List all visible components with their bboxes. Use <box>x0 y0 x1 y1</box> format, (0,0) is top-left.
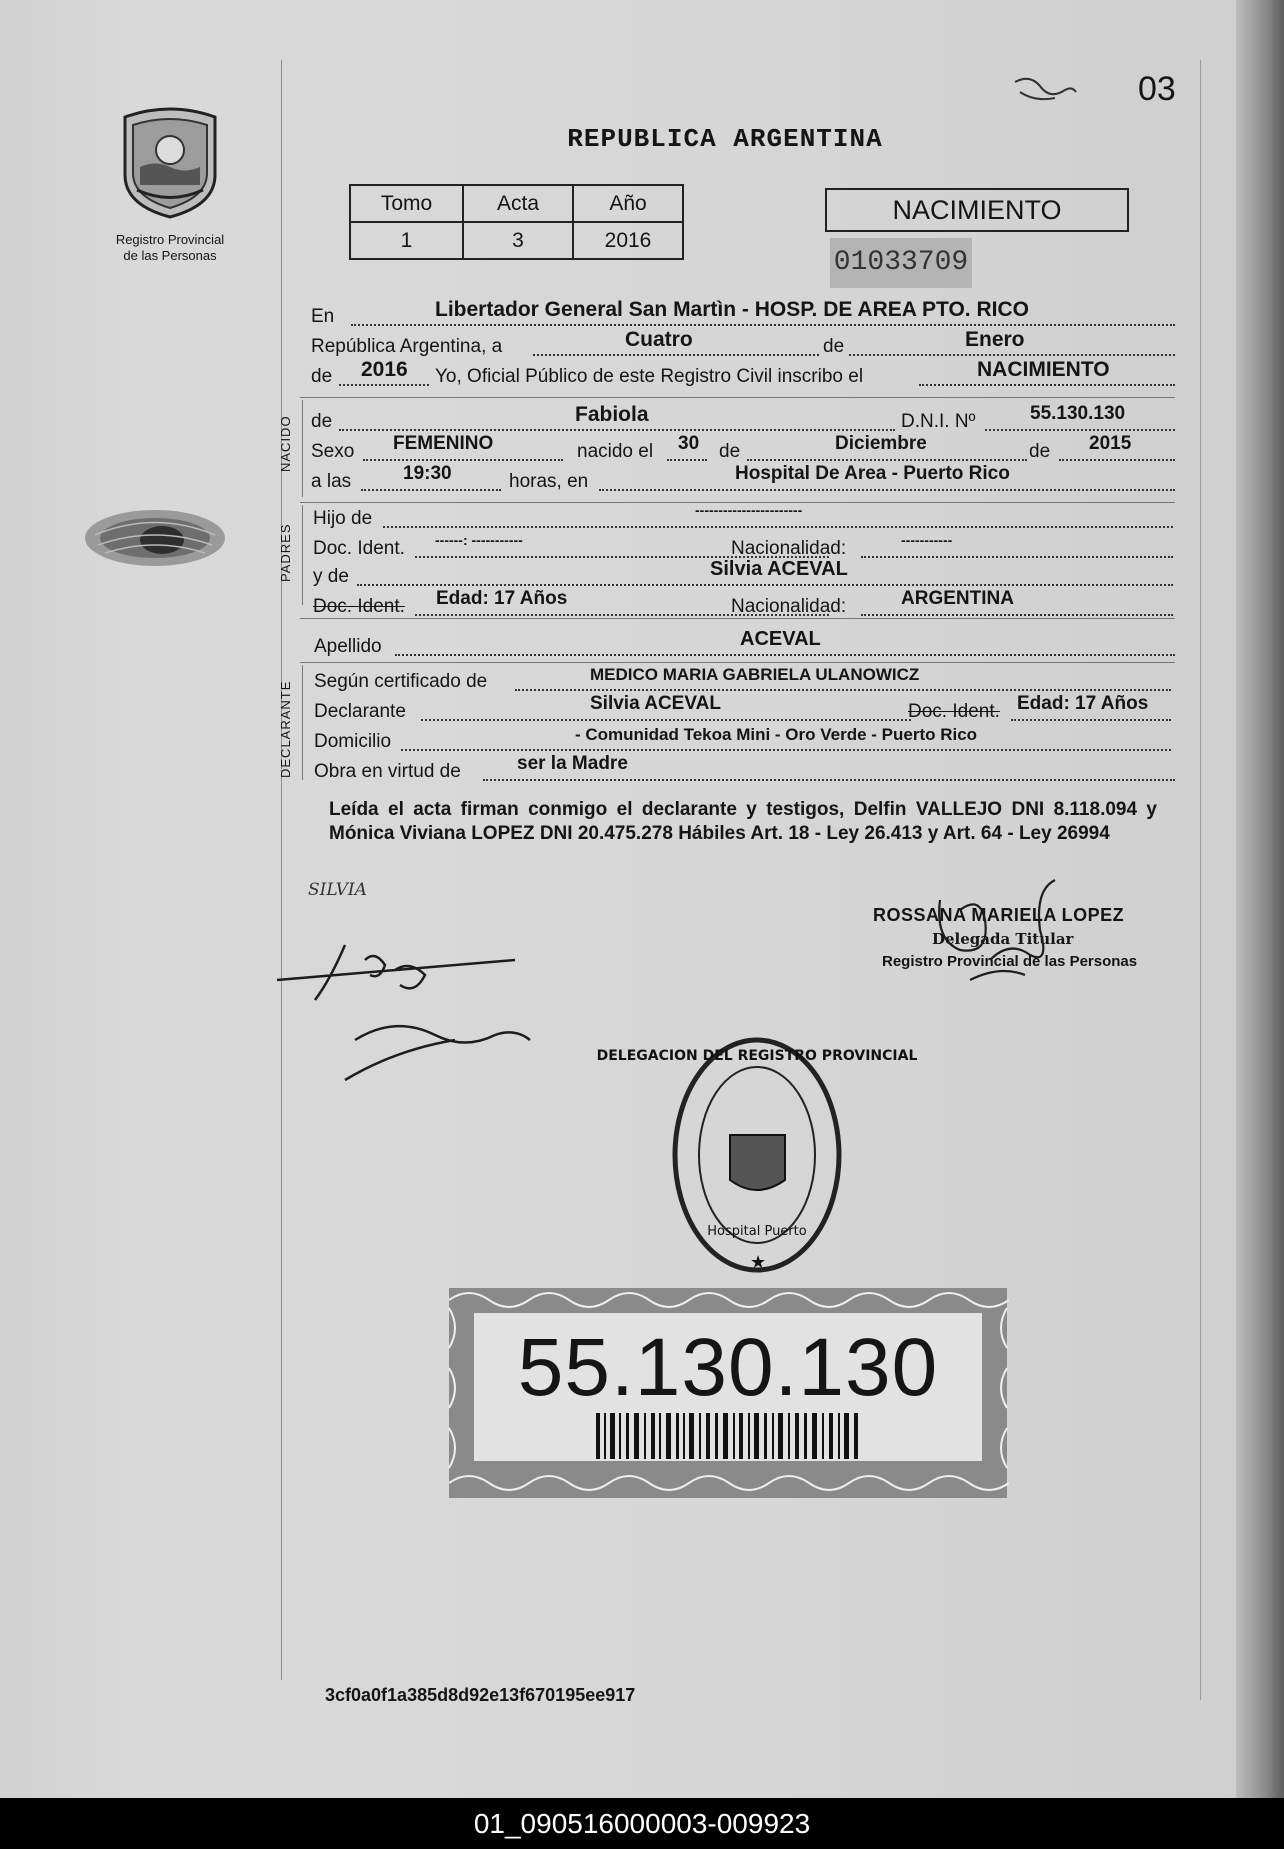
registry-label <box>100 232 240 264</box>
handwritten-name: SILVIA <box>308 880 367 900</box>
acts-row <box>311 755 1175 781</box>
place-row <box>311 300 1175 326</box>
inscription-text: Yo, Oficial Público de este Registro Civil inscribo el <box>435 366 864 387</box>
official-name: ROSSANA MARIELA LOPEZ <box>873 905 1125 925</box>
father-doc-value: ------: ----------- <box>435 532 523 548</box>
declarant-value: Silvia ACEVAL <box>590 693 721 714</box>
country-label: República Argentina, a <box>311 336 503 357</box>
separator <box>300 618 1175 619</box>
name-row <box>311 405 1175 431</box>
official-round-stamp <box>596 1030 918 1280</box>
dni-label: D.N.I. Nº <box>901 411 976 432</box>
section-label-nacido: NACIDO <box>278 415 293 472</box>
official-office: Registro Provincial de las Personas <box>882 953 1138 970</box>
mother-doc-row <box>311 590 1175 616</box>
register-value-acta: 3 <box>463 222 573 259</box>
mother-value: Silvia ACEVAL <box>710 558 848 580</box>
place-label: En <box>311 306 335 327</box>
register-header-anio: Año <box>573 185 683 222</box>
born-month-label: de <box>719 441 741 462</box>
sex-label: Sexo <box>311 441 355 462</box>
thumbprint-image <box>80 505 230 571</box>
name-value: Fabiola <box>575 403 649 426</box>
document-hash: 3cf0a0f1a385d8d92e13f670195ee917 <box>325 1685 636 1705</box>
inscription-row <box>311 360 1175 386</box>
serial-number-stamp: 01033709 <box>830 238 972 288</box>
born-label: nacido el <box>577 441 654 462</box>
official-title: Delegada Titular <box>932 930 1074 948</box>
declarant-signature <box>275 940 540 1090</box>
born-year-label: de <box>1029 441 1051 462</box>
dni-number-large: 55.130.130 <box>517 1322 939 1413</box>
hospital-value: Hospital De Area - Puerto Rico <box>735 463 1010 484</box>
name-label: de <box>311 411 333 432</box>
born-year: 2015 <box>1089 433 1132 454</box>
stamp-text: DELEGACION DEL REGISTRO PROVINCIAL <box>596 1048 918 1064</box>
father-label: Hijo de <box>313 508 373 529</box>
inscription-value: NACIMIENTO <box>977 358 1110 381</box>
mother-nat-label: Nacionalidad: <box>731 596 847 617</box>
surname-row <box>311 630 1175 656</box>
register-header-tomo: Tomo <box>350 185 463 222</box>
section-label-padres: PADRES <box>278 523 293 582</box>
registry-label-line-2: de las Personas <box>123 248 217 263</box>
left-margin-line <box>281 60 282 1680</box>
time-label: a las <box>311 471 352 492</box>
declarant-label: Declarante <box>314 701 406 722</box>
surname-label: Apellido <box>314 636 382 657</box>
father-value: ----------------------- <box>695 502 803 518</box>
mother-label: y de <box>313 566 349 587</box>
registry-seal-logo <box>115 105 225 220</box>
surname-value: ACEVAL <box>740 628 821 650</box>
separator <box>300 662 1175 663</box>
address-row <box>311 725 1175 751</box>
separator <box>300 397 1175 398</box>
month-label: de <box>823 336 845 357</box>
registry-label-line-1: Registro Provincial <box>115 232 225 247</box>
stamp-inner-text: Hospital Puerto <box>707 1224 807 1239</box>
declarant-row <box>311 695 1175 721</box>
sticker-label <box>474 1313 982 1461</box>
dni-barcode-sticker <box>449 1288 1007 1498</box>
closing-statement: Leída el acta firman conmigo el declarante y testigos, Delfin VALLEJO DNI 8.118.094 y Mónica Viviana LOPEZ DNI 20.475.278 Hábiles Art. 18 - Ley 26.413 y Art. 64 - Ley 26994 <box>329 799 1157 844</box>
register-table <box>349 184 684 260</box>
father-row <box>311 502 1175 528</box>
certificate-row <box>311 665 1175 691</box>
mother-doc-value: Edad: 17 Años <box>436 588 568 609</box>
year-value: 2016 <box>361 358 408 381</box>
page-edge-shadow <box>1236 0 1284 1798</box>
initials-scribble <box>1010 72 1080 112</box>
register-header-acta: Acta <box>463 185 573 222</box>
place-value: Libertador General San Martìn - HOSP. DE AREA PTO. RICO <box>435 298 1029 321</box>
barcode-icon <box>596 1413 861 1459</box>
country-title: REPUBLICA ARGENTINA <box>567 124 883 154</box>
section-bracket-declarante <box>302 665 303 780</box>
section-label-declarante: DECLARANTE <box>278 680 293 778</box>
mother-nat-value: ARGENTINA <box>901 588 1014 609</box>
star-icon: ★ <box>750 1252 767 1272</box>
certificate-value: MEDICO MARIA GABRIELA ULANOWICZ <box>590 665 920 684</box>
acts-value: ser la Madre <box>517 753 628 774</box>
dni-value: 55.130.130 <box>1030 403 1126 424</box>
section-bracket-padres <box>302 505 303 605</box>
time-value: 19:30 <box>403 463 452 484</box>
father-nat-value: ----------- <box>901 532 953 548</box>
born-day: 30 <box>678 433 700 454</box>
scan-footer-code: 01_090516000003-009923 <box>0 1798 1284 1849</box>
section-bracket-nacido <box>302 400 303 497</box>
register-value-tomo: 1 <box>350 222 463 259</box>
document-type-box: NACIMIENTO <box>825 188 1129 232</box>
acts-label: Obra en virtud de <box>314 761 461 782</box>
father-doc-row <box>311 532 1175 558</box>
date-row <box>311 330 1175 356</box>
father-nat-label: Nacionalidad: <box>731 538 847 559</box>
right-margin-line <box>1200 60 1201 1700</box>
certificate-label: Según certificado de <box>314 671 488 692</box>
month-value: Enero <box>965 328 1025 351</box>
address-value: - Comunidad Tekoa Mini - Oro Verde - Puerto Rico <box>575 725 978 744</box>
page-number: 03 <box>1138 70 1176 108</box>
register-value-anio: 2016 <box>573 222 683 259</box>
sex-row <box>311 435 1175 461</box>
year-label: de <box>311 366 333 387</box>
mother-row <box>311 560 1175 586</box>
mother-doc-label: Doc. Ident. <box>313 596 405 617</box>
hours-label: horas, en <box>509 471 589 492</box>
declarant-doc-label: Doc. Ident. <box>908 701 1000 722</box>
born-month: Diciembre <box>835 433 927 454</box>
official-signature <box>930 880 1075 990</box>
declarant-doc-value: Edad: 17 Años <box>1017 693 1149 714</box>
father-doc-label: Doc. Ident. <box>313 538 405 559</box>
sex-value: FEMENINO <box>393 433 494 454</box>
day-value: Cuatro <box>625 328 693 351</box>
address-label: Domicilio <box>314 731 392 752</box>
time-row <box>311 465 1175 491</box>
